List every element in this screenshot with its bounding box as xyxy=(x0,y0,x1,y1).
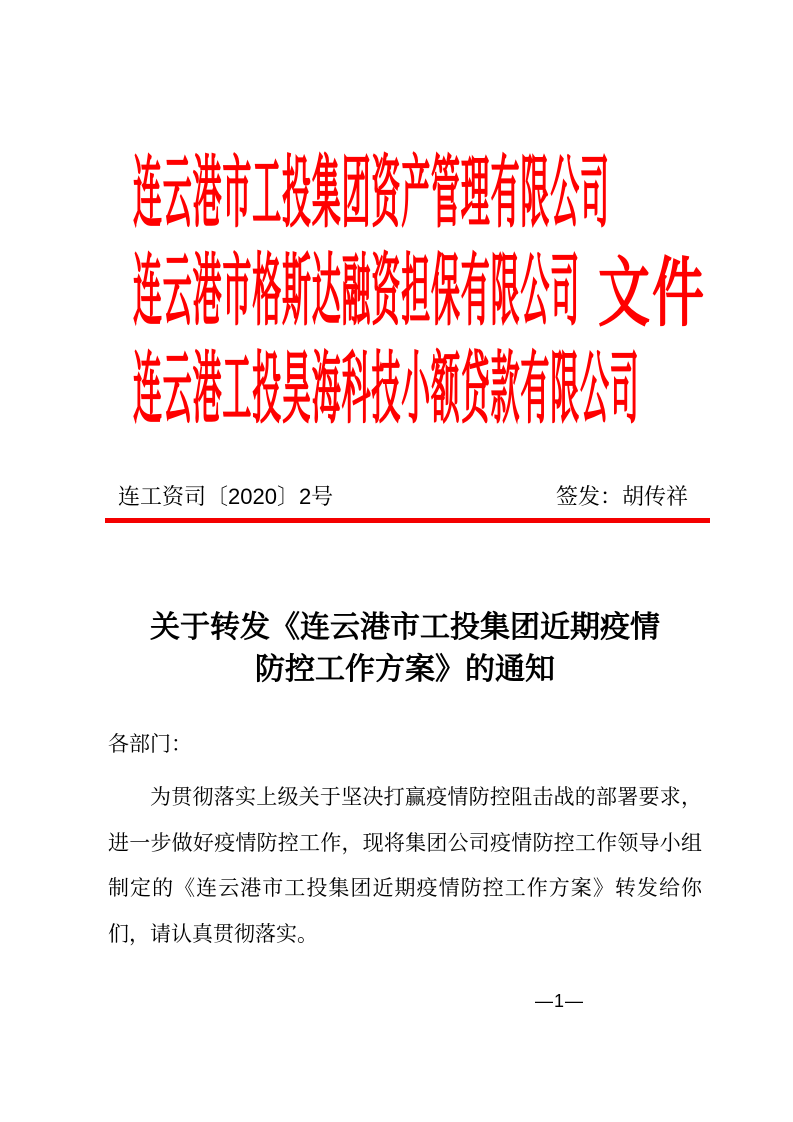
title-line-2: 防控工作方案》的通知 xyxy=(255,653,555,686)
red-divider xyxy=(105,518,710,523)
salutation: 各部门： xyxy=(108,733,192,756)
red-letterhead xyxy=(133,139,707,434)
body-paragraph: 为贯彻落实上级关于坚决打赢疫情防控阻击战的部署要求，进一步做好疫情防控工作，现将集团公司疫情防控工作领导小组制定的《连云港市工投集团近期疫情防控工作方案》转发给你们，请认真贯彻落实。 xyxy=(108,786,702,946)
organization-name-2: 连云港市格斯达融资担保有限公司 xyxy=(133,249,581,336)
letterhead-line-3 xyxy=(133,335,702,433)
doc-number: 连工资司〔2020〕2号 xyxy=(118,484,334,509)
letterhead-wenjian-label: 文件 xyxy=(598,253,707,337)
title-line-1: 关于转发《连云港市工投集团近期疫情 xyxy=(150,611,660,644)
letterhead-line-1 xyxy=(133,139,702,237)
document-title xyxy=(108,607,702,691)
page-content xyxy=(0,139,793,1012)
letterhead-line-2 xyxy=(133,237,707,337)
issuer-signature: 签发：胡传祥 xyxy=(555,484,688,509)
reference-row xyxy=(108,484,702,510)
organization-name-1: 连云港市工投集团资产管理有限公司 xyxy=(133,151,610,238)
organization-name-3: 连云港工投昊海科技小额贷款有限公司 xyxy=(133,347,640,434)
page-number: —1— xyxy=(534,991,584,1011)
